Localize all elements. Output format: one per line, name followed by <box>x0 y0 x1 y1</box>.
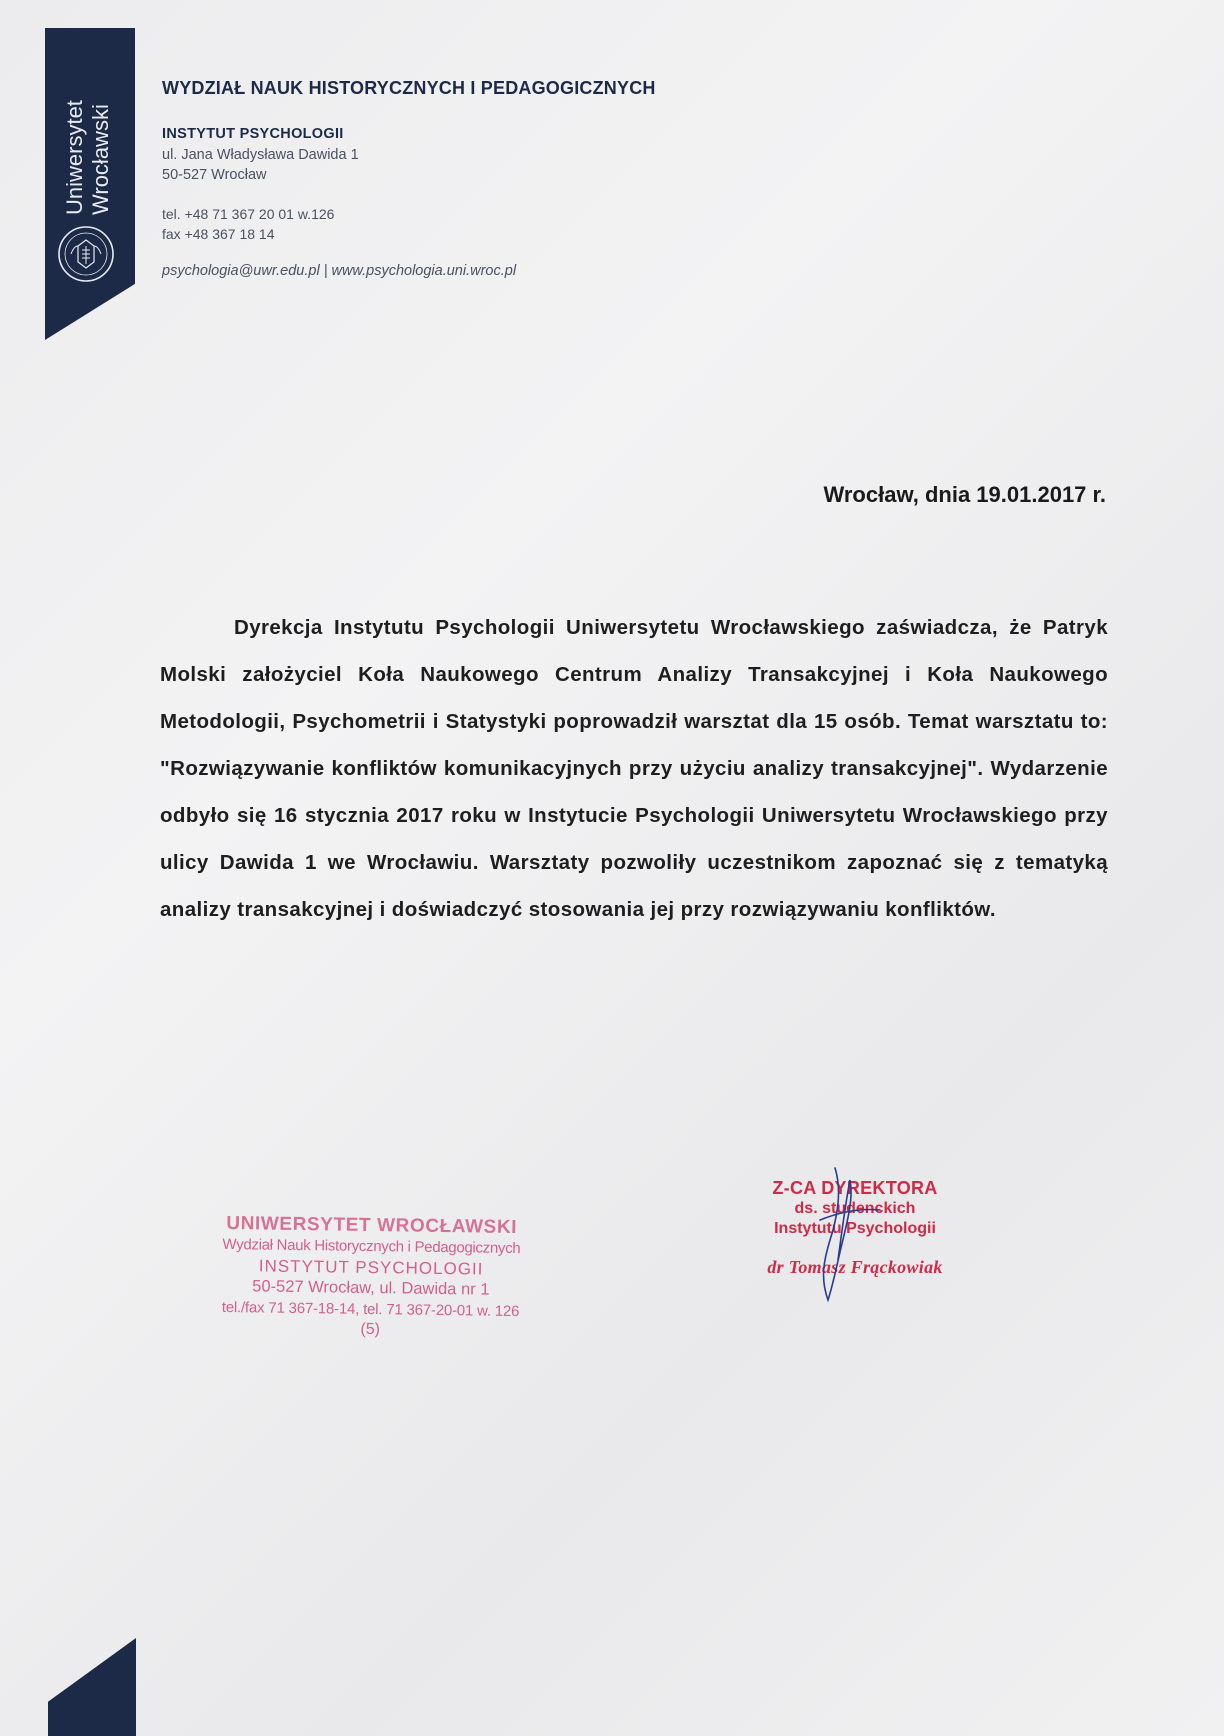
address-city: 50-527 Wrocław <box>162 167 267 183</box>
handwritten-signature-icon <box>780 1160 900 1310</box>
stamp-phone: tel./fax 71 367-18-14, tel. 71 367-20-01 w. 126 <box>221 1298 520 1321</box>
stamp-role: ds. studenckich <box>794 1200 916 1217</box>
university-seal-icon <box>56 224 116 284</box>
letter-date: Wrocław, dnia 19.01.2017 r. <box>823 482 1106 507</box>
contact-email-website: psychologia@uwr.edu.pl | www.psychologia.uni.wroc.pl <box>162 263 517 279</box>
logo-line-1: Uniwersytet <box>62 100 87 215</box>
institute-name: INSTYTUT PSYCHOLOGII <box>162 126 344 142</box>
stamp-institute: INSTYTUT PSYCHOLOGII <box>258 1256 484 1279</box>
stamp-address: 50-527 Wrocław, ul. Dawida nr 1 <box>252 1277 490 1299</box>
phone-number: tel. +48 71 367 20 01 w.126 <box>162 206 335 222</box>
university-logo-text <box>62 100 114 215</box>
stamp-title: Z-CA DYREKTORA <box>772 1178 938 1198</box>
institute-stamp <box>189 1212 553 1342</box>
stamp-unit: Instytutu Psychologii <box>774 1220 936 1237</box>
fax-number: fax +48 367 18 14 <box>162 226 275 242</box>
logo-line-2: Wrocławski <box>88 104 113 215</box>
stamp-university: UNIWERSYTET WROCŁAWSKI <box>226 1212 518 1239</box>
stamp-number: (5) <box>360 1320 381 1339</box>
letterhead-corner-mark <box>48 1638 136 1736</box>
address-street: ul. Jana Władysława Dawida 1 <box>162 147 359 163</box>
faculty-name: WYDZIAŁ NAUK HISTORYCZNYCH I PEDAGOGICZNYCH <box>162 78 656 98</box>
stamp-signatory-name: dr Tomasz Frąckowiak <box>767 1257 943 1277</box>
certificate-body: Dyrekcja Instytutu Psychologii Uniwersytetu Wrocławskiego zaświadcza, że Patryk Molski założyciel Koła Naukowego Centrum Analizy Transakcyjnej i Koła Naukowego Metodologii, Psychometrii i Statystyki poprowadził warsztat dla 15 osób. Temat warsztatu to: "Rozwiązywanie konfliktów komunikacyjnych przy użyciu analizy transakcyjnej". Wydarzenie odbyło się 16 stycznia 2017 roku w Instytucie Psychologii Uniwersytetu Wrocławskiego przy ulicy Dawida 1 we Wrocławiu. Warsztaty pozwoliły uczestnikom zapoznać się z tematyką analizy transakcyjnej i doświadczyć stosowania jej przy rozwiązywaniu konfliktów. <box>160 616 1108 921</box>
stamp-faculty: Wydział Nauk Historycznych i Pedagogicznych <box>222 1235 521 1258</box>
